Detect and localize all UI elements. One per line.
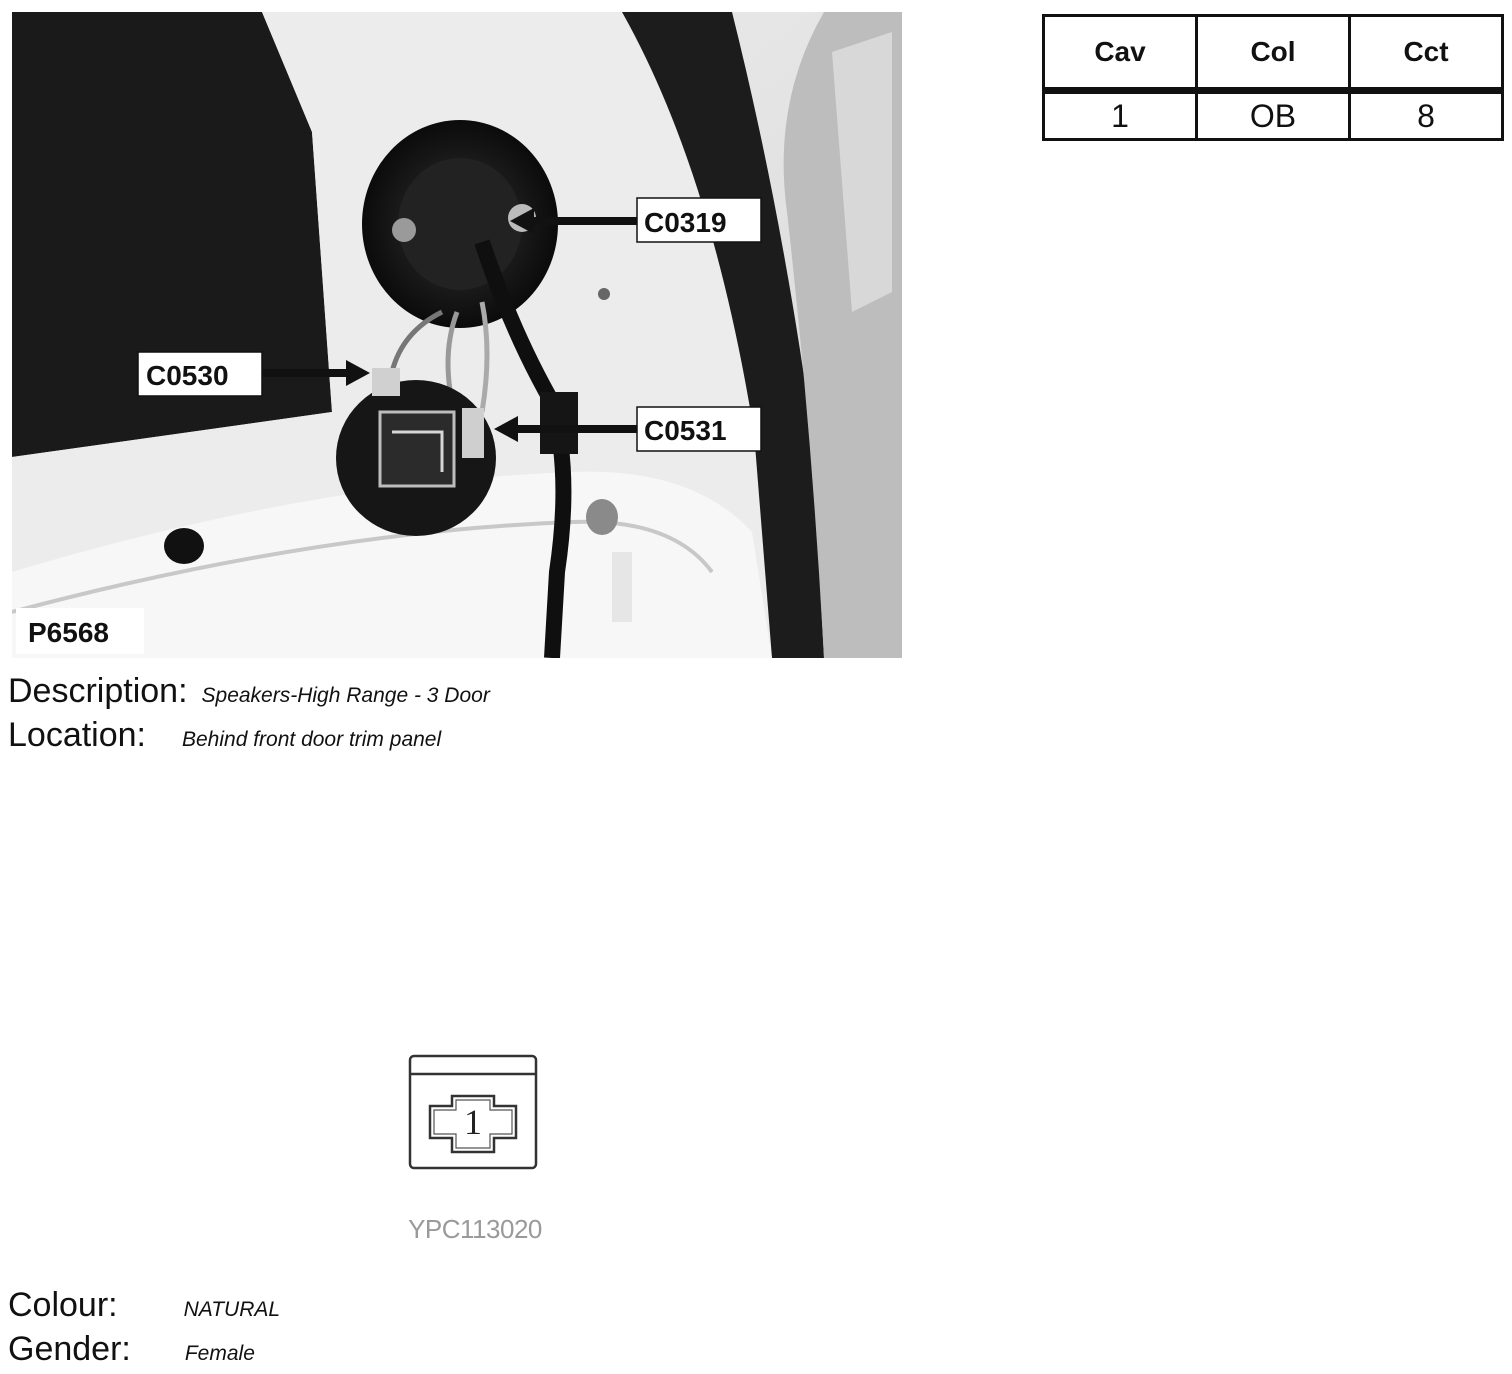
colour-label: Colour: [8, 1286, 118, 1324]
connector-part-number: YPC113020 [408, 1214, 542, 1244]
gender-row [8, 1330, 255, 1369]
connector-location-photo [12, 12, 902, 658]
gender-label: Gender: [8, 1330, 131, 1368]
colour-row [8, 1286, 280, 1325]
description-value: Speakers-High Range - 3 Door [201, 684, 490, 707]
location-row [8, 716, 441, 755]
cell-cct: 8 [1350, 91, 1503, 140]
colour-value: NATURAL [183, 1298, 281, 1321]
photo-ref-label: P6568 [28, 617, 109, 648]
cell-col: OB [1197, 91, 1350, 140]
cavity-table [1042, 14, 1504, 141]
connector-cavity-number: 1 [464, 1102, 482, 1142]
callout-label-c0531: C0531 [644, 415, 727, 446]
column-header-col: Col [1197, 16, 1350, 91]
callout-label-c0530: C0530 [146, 360, 229, 391]
location-value: Behind front door trim panel [182, 728, 442, 751]
column-header-cct: Cct [1350, 16, 1503, 91]
column-header-cav: Cav [1044, 16, 1197, 91]
callout-label-c0319: C0319 [644, 207, 727, 238]
location-label: Location: [8, 716, 146, 754]
cell-cav: 1 [1044, 91, 1197, 140]
photo-ref-tag [16, 608, 144, 654]
gender-value: Female [184, 1342, 255, 1365]
description-label: Description: [8, 672, 188, 710]
connector-face-diagram [402, 1048, 544, 1172]
table-header-row [1044, 16, 1503, 91]
description-row [8, 672, 490, 711]
table-row [1044, 91, 1503, 140]
